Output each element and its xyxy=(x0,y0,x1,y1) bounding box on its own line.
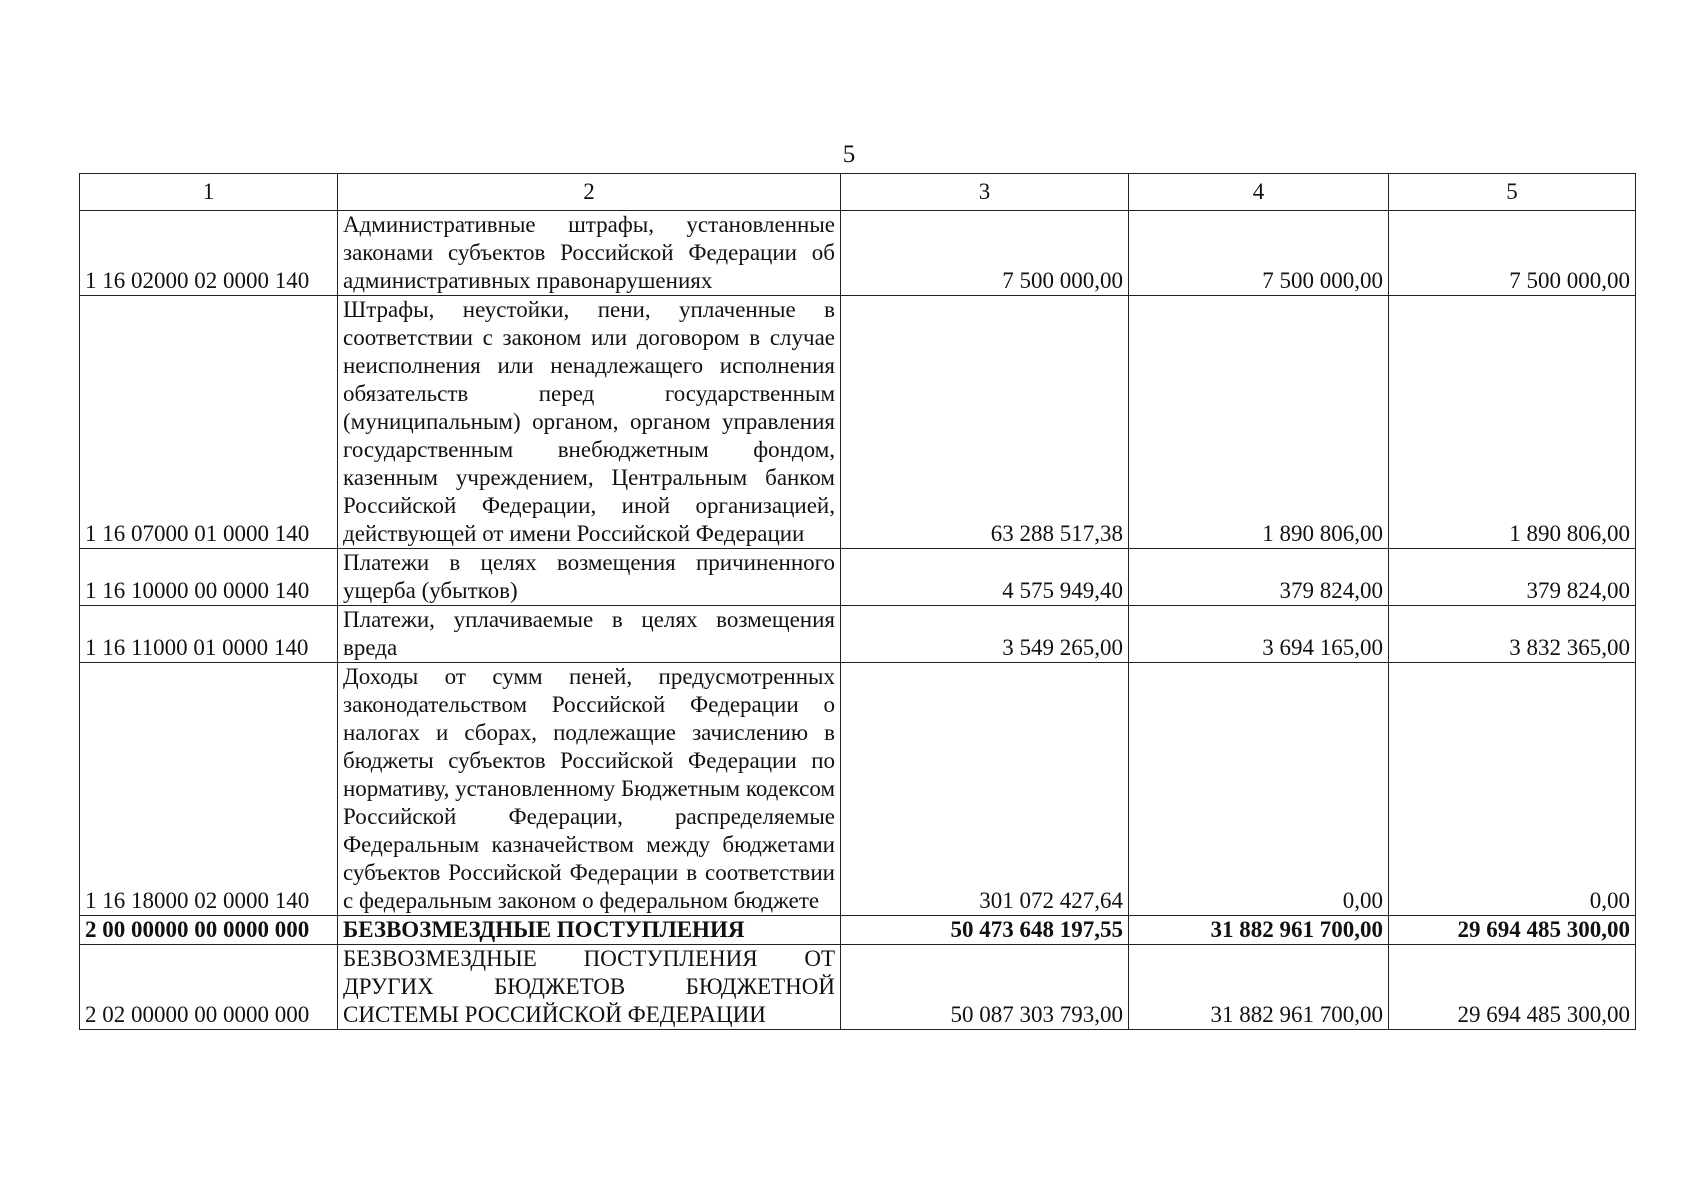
row-value-col4: 379 824,00 xyxy=(1129,549,1389,606)
table-row xyxy=(80,296,1636,549)
row-value-col4: 3 694 165,00 xyxy=(1129,606,1389,663)
column-header-3: 3 xyxy=(841,174,1129,211)
row-value-col4: 1 890 806,00 xyxy=(1129,296,1389,549)
row-code: 1 16 07000 01 0000 140 xyxy=(80,296,338,549)
row-name: Доходы от сумм пеней, предусмотренных законодательством Российской Федерации о налогах и сборах, подлежащие зачислению в бюджеты субъектов Российской Федерации по нормативу, установленному Бюджетным кодексом Российской Федерации, распределяемые Федеральным казначейством между бюджетами субъектов Российской Федерации в соответствии с федеральным законом о федеральном бюджете xyxy=(338,663,841,916)
column-header-5: 5 xyxy=(1389,174,1636,211)
row-code: 2 00 00000 00 0000 000 xyxy=(80,916,338,945)
row-name: Административные штрафы, установленные законами субъектов Российской Федерации об административных правонарушениях xyxy=(338,211,841,296)
row-value-col5: 1 890 806,00 xyxy=(1389,296,1636,549)
row-value-col4: 31 882 961 700,00 xyxy=(1129,916,1389,945)
column-header-1: 1 xyxy=(80,174,338,211)
table-row xyxy=(80,549,1636,606)
row-value-col3: 301 072 427,64 xyxy=(841,663,1129,916)
row-value-col3: 50 473 648 197,55 xyxy=(841,916,1129,945)
column-header-4: 4 xyxy=(1129,174,1389,211)
table-row xyxy=(80,945,1636,1030)
row-value-col5: 7 500 000,00 xyxy=(1389,211,1636,296)
row-code: 2 02 00000 00 0000 000 xyxy=(80,945,338,1030)
row-value-col5: 379 824,00 xyxy=(1389,549,1636,606)
row-code: 1 16 11000 01 0000 140 xyxy=(80,606,338,663)
row-value-col3: 7 500 000,00 xyxy=(841,211,1129,296)
row-value-col3: 3 549 265,00 xyxy=(841,606,1129,663)
table-row xyxy=(80,606,1636,663)
row-value-col5: 0,00 xyxy=(1389,663,1636,916)
row-value-col4: 7 500 000,00 xyxy=(1129,211,1389,296)
page-number: 5 xyxy=(842,141,856,168)
table-row xyxy=(80,211,1636,296)
row-value-col3: 4 575 949,40 xyxy=(841,549,1129,606)
row-value-col3: 63 288 517,38 xyxy=(841,296,1129,549)
row-name: Платежи в целях возмещения причиненного ущерба (убытков) xyxy=(338,549,841,606)
row-value-col5: 29 694 485 300,00 xyxy=(1389,945,1636,1030)
row-code: 1 16 02000 02 0000 140 xyxy=(80,211,338,296)
budget-revenue-table xyxy=(79,173,1636,1030)
row-name: Платежи, уплачиваемые в целях возмещения вреда xyxy=(338,606,841,663)
row-value-col4: 31 882 961 700,00 xyxy=(1129,945,1389,1030)
table-row xyxy=(80,663,1636,916)
row-code: 1 16 18000 02 0000 140 xyxy=(80,663,338,916)
row-value-col5: 29 694 485 300,00 xyxy=(1389,916,1636,945)
row-name: БЕЗВОЗМЕЗДНЫЕ ПОСТУПЛЕНИЯ xyxy=(338,916,841,945)
column-header-2: 2 xyxy=(338,174,841,211)
row-value-col5: 3 832 365,00 xyxy=(1389,606,1636,663)
row-code: 1 16 10000 00 0000 140 xyxy=(80,549,338,606)
row-value-col3: 50 087 303 793,00 xyxy=(841,945,1129,1030)
table-header-row xyxy=(80,174,1636,211)
row-value-col4: 0,00 xyxy=(1129,663,1389,916)
row-name: БЕЗВОЗМЕЗДНЫЕ ПОСТУПЛЕНИЯ ОТ ДРУГИХ БЮДЖЕТОВ БЮДЖЕТНОЙ СИСТЕМЫ РОССИЙСКОЙ ФЕДЕРАЦИИ xyxy=(338,945,841,1030)
table-row-total xyxy=(80,916,1636,945)
row-name: Штрафы, неустойки, пени, уплаченные в соответствии с законом или договором в случае неисполнения или ненадлежащего исполнения обязательств перед государственным (муниципальным) органом, органом управления государственным внебюджетным фондом, казенным учреждением, Центральным банком Российской Федерации, иной организацией, действующей от имени Российской Федерации xyxy=(338,296,841,549)
